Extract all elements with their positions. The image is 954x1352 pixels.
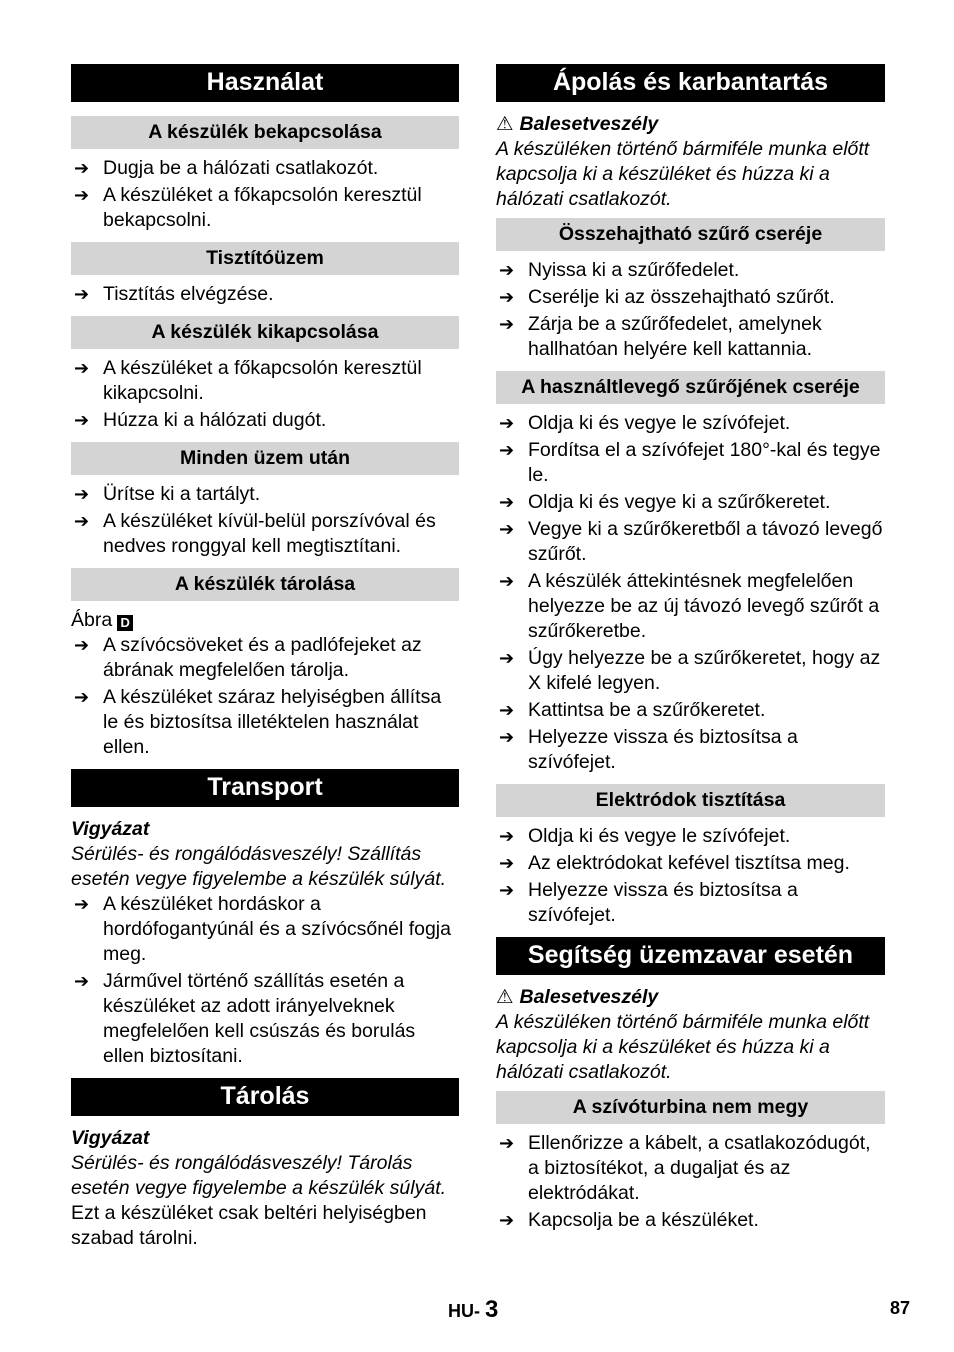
list-transport bbox=[71, 892, 459, 1069]
arrow-right-icon: ➔ bbox=[499, 519, 515, 539]
list-item: ➔ A készüléket a főkapcsolón keresztül bekapcsolni. bbox=[74, 184, 422, 231]
subheading-elektrodok: Elektródok tisztítása bbox=[496, 784, 885, 817]
caution-title: Vigyázat bbox=[71, 1127, 150, 1149]
page-number: 87 bbox=[890, 1298, 911, 1318]
list-tarolasa bbox=[71, 633, 459, 760]
arrow-right-icon: ➔ bbox=[74, 687, 90, 707]
arrow-right-icon: ➔ bbox=[499, 440, 515, 460]
arrow-right-icon: ➔ bbox=[499, 413, 515, 433]
figure-letter-badge: D bbox=[117, 615, 133, 631]
danger-title: ⚠ Balesetveszély bbox=[496, 113, 659, 135]
list-item: ➔ Nyissa ki a szűrőfedelet. bbox=[499, 259, 740, 281]
subheading-minden-uzem-utan: Minden üzem után bbox=[71, 442, 459, 475]
arrow-right-icon: ➔ bbox=[74, 158, 90, 178]
danger-title: ⚠ Balesetveszély bbox=[496, 986, 659, 1008]
list-item: ➔ A készülék áttekintésnek megfelelően helyezze be az új távozó levegő szűrőt a szűrőkeretbe. bbox=[499, 570, 880, 642]
subheading-szuro-csereje: Összehajtható szűrő cseréje bbox=[496, 218, 885, 251]
arrow-right-icon: ➔ bbox=[74, 284, 90, 304]
arrow-right-icon: ➔ bbox=[499, 492, 515, 512]
section-heading-tarolas: Tárolás bbox=[71, 1078, 459, 1116]
footer-language-code: HU- 3 bbox=[448, 1296, 499, 1323]
warning-triangle-icon: ⚠ bbox=[496, 113, 514, 135]
arrow-right-icon: ➔ bbox=[499, 1210, 515, 1230]
arrow-right-icon: ➔ bbox=[499, 287, 515, 307]
list-tisztitouzem bbox=[71, 282, 459, 307]
arrow-right-icon: ➔ bbox=[74, 635, 90, 655]
arrow-right-icon: ➔ bbox=[499, 826, 515, 846]
list-item: ➔ Ürítse ki a tartályt. bbox=[74, 483, 261, 505]
arrow-right-icon: ➔ bbox=[74, 971, 90, 991]
list-item: ➔ Dugja be a hálózati csatlakozót. bbox=[74, 157, 379, 179]
list-item: ➔ Helyezze vissza és biztosítsa a szívófejet. bbox=[499, 879, 798, 926]
list-item: ➔ Oldja ki és vegye ki a szűrőkeretet. bbox=[499, 491, 831, 513]
list-item: ➔ Ellenőrizze a kábelt, a csatlakozódugót, a biztosítékot, a dugaljat és az elektródákat. bbox=[499, 1132, 871, 1204]
arrow-right-icon: ➔ bbox=[499, 1133, 515, 1153]
subheading-tarolasa: A készülék tárolása bbox=[71, 568, 459, 601]
list-item: ➔ Helyezze vissza és biztosítsa a szívófejet. bbox=[499, 726, 798, 773]
list-item: ➔ Vegye ki a szűrőkeretből a távozó levegő szűrőt. bbox=[499, 518, 883, 565]
list-item: ➔ Kattintsa be a szűrőkeretet. bbox=[499, 699, 766, 721]
list-item: ➔ Zárja be a szűrőfedelet, amelynek hallhatóan helyére kell kattannia. bbox=[499, 313, 822, 360]
section-heading-segitseg: Segítség üzemzavar esetén bbox=[496, 937, 885, 975]
section-heading-transport: Transport bbox=[71, 769, 459, 807]
arrow-right-icon: ➔ bbox=[74, 894, 90, 914]
arrow-right-icon: ➔ bbox=[499, 260, 515, 280]
arrow-right-icon: ➔ bbox=[74, 358, 90, 378]
arrow-right-icon: ➔ bbox=[74, 410, 90, 430]
arrow-right-icon: ➔ bbox=[499, 314, 515, 334]
list-item: ➔ Tisztítás elvégzése. bbox=[74, 283, 274, 305]
list-item: ➔ Úgy helyezze be a szűrőkeretet, hogy az X kifelé legyen. bbox=[499, 647, 881, 694]
figure-reference: Ábra D bbox=[71, 608, 459, 633]
arrow-right-icon: ➔ bbox=[499, 571, 515, 591]
subheading-levego-szuro: A használtlevegő szűrőjének cseréje bbox=[496, 371, 885, 404]
arrow-right-icon: ➔ bbox=[499, 727, 515, 747]
arrow-right-icon: ➔ bbox=[499, 880, 515, 900]
left-column bbox=[71, 64, 459, 1251]
list-bekapcsolas bbox=[71, 156, 459, 233]
caution-text: Sérülés- és rongálódásveszély! Tárolás esetén vegye figyelembe a készülék súlyát. bbox=[71, 1152, 447, 1199]
subheading-bekapcsolas: A készülék bekapcsolása bbox=[71, 116, 459, 149]
warning-triangle-icon: ⚠ bbox=[496, 986, 514, 1008]
list-szuro-csereje bbox=[496, 258, 885, 362]
list-item: ➔ Oldja ki és vegye le szívófejet. bbox=[499, 825, 791, 847]
section-heading-hasznalat: Használat bbox=[71, 64, 459, 102]
list-item: ➔ A készüléket száraz helyiségben állítsa le és biztosítsa illetéktelen használat ellen. bbox=[74, 686, 442, 758]
list-item: ➔ A készüléket a főkapcsolón keresztül kikapcsolni. bbox=[74, 357, 422, 404]
section-heading-apolas: Ápolás és karbantartás bbox=[496, 64, 885, 102]
danger-text: A készüléken történő bármiféle munka előtt kapcsolja ki a készüléket és húzza ki a hálózati csatlakozót. bbox=[496, 138, 870, 210]
list-item: ➔ Oldja ki és vegye le szívófejet. bbox=[499, 412, 791, 434]
list-kikapcsolas bbox=[71, 356, 459, 433]
subheading-kikapcsolas: A készülék kikapcsolása bbox=[71, 316, 459, 349]
list-item: ➔ Húzza ki a hálózati dugót. bbox=[74, 409, 327, 431]
list-item: ➔ A készüléket kívül-belül porszívóval és nedves ronggyal kell megtisztítani. bbox=[74, 510, 436, 557]
list-szivoturbina bbox=[496, 1131, 885, 1233]
right-column bbox=[496, 64, 885, 1242]
subheading-szivoturbina: A szívóturbina nem megy bbox=[496, 1091, 885, 1124]
caution-text: Sérülés- és rongálódásveszély! Szállítás esetén vegye figyelembe a készülék súlyát. bbox=[71, 843, 447, 890]
list-item: ➔ Kapcsolja be a készüléket. bbox=[499, 1209, 759, 1231]
list-item: ➔ Az elektródokat kefével tisztítsa meg. bbox=[499, 852, 850, 874]
arrow-right-icon: ➔ bbox=[74, 185, 90, 205]
list-levego-szuro bbox=[496, 411, 885, 775]
arrow-right-icon: ➔ bbox=[499, 648, 515, 668]
list-item: ➔ Fordítsa el a szívófejet 180°-kal és tegye le. bbox=[499, 439, 881, 486]
arrow-right-icon: ➔ bbox=[74, 484, 90, 504]
subheading-tisztitouzem: Tisztítóüzem bbox=[71, 242, 459, 275]
list-item: ➔ A készüléket hordáskor a hordófogantyúnál és a szívócsőnél fogja meg. bbox=[74, 893, 451, 965]
storage-note: Ezt a készüléket csak beltéri helyiségben szabad tárolni. bbox=[71, 1202, 427, 1249]
arrow-right-icon: ➔ bbox=[74, 511, 90, 531]
arrow-right-icon: ➔ bbox=[499, 700, 515, 720]
danger-text: A készüléken történő bármiféle munka előtt kapcsolja ki a készüléket és húzza ki a hálózati csatlakozót. bbox=[496, 1011, 870, 1083]
list-item: ➔ Járművel történő szállítás esetén a készüléket az adott irányelveknek megfelelően kell csúszás és borulás ellen biztosítani. bbox=[74, 970, 416, 1067]
list-item: ➔ Cserélje ki az összehajtható szűrőt. bbox=[499, 286, 835, 308]
list-elektrodok bbox=[496, 824, 885, 928]
list-item: ➔ A szívócsöveket és a padlófejeket az ábrának megfelelően tárolja. bbox=[74, 634, 422, 681]
arrow-right-icon: ➔ bbox=[499, 853, 515, 873]
list-minden-uzem-utan bbox=[71, 482, 459, 559]
caution-title: Vigyázat bbox=[71, 818, 150, 840]
